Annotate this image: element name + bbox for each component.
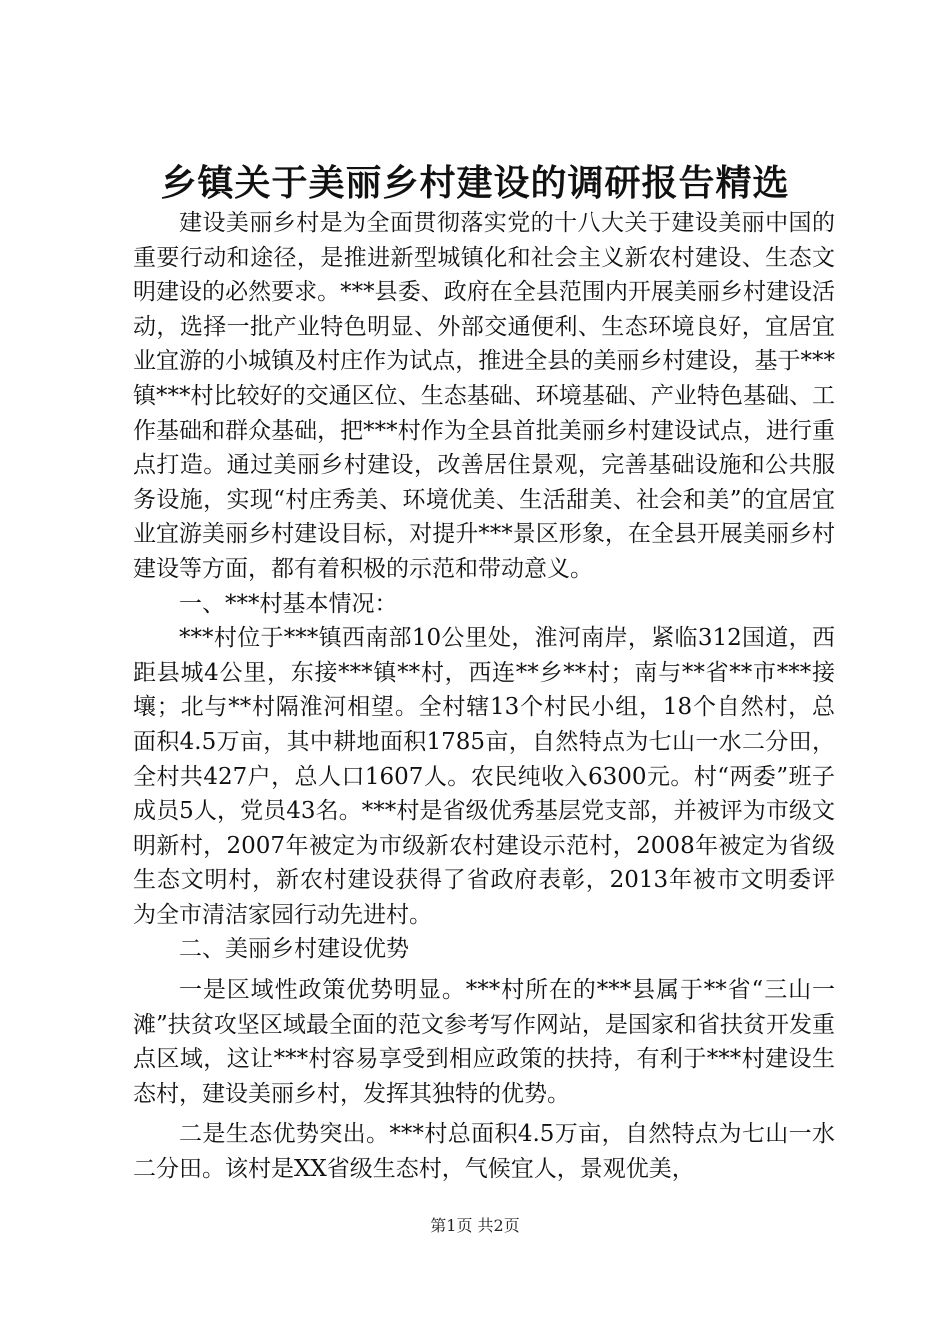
- section-heading-basic-info: 一、***村基本情况：: [179, 590, 398, 617]
- paragraph-basic-info: ***村位于***镇西南部10公里处，淮河南岸，紧临312国道，西距县城4公里，东接***镇**村，西连**乡**村；南与**省**市***接壤；北与**村隔淮河相望。全村辖13个村民小组，18个自然村，总面积4.5万亩，其中耕地面积1785亩，自然特点为七山一水二分田，全村共427户，总人口1607人。农民纯收入6300元。村“两委”班子成员5人，党员43名。***村是省级优秀基层党支部，并被评为市级文明新村，2007年被定为市级新农村建设示范村，2008年被定为省级生态文明村，新农村建设获得了省政府表彰，2013年被市文明委评为全市清洁家园行动先进村。: [133, 625, 835, 928]
- document-body: [133, 206, 835, 1187]
- paragraph-policy-advantage: 一是区域性政策优势明显。***村所在的***县属于**省“三山一滩”扶贫攻坚区域最全面的范文参考写作网站，是国家和省扶贫开发重点区域，这让***村容易享受到相应政策的扶持，有利于***村建设生态村，建设美丽乡村，发挥其独特的优势。: [133, 977, 835, 1107]
- page-number: 第1页 共2页: [430, 1216, 520, 1235]
- document-title: 乡镇关于美丽乡村建设的调研报告精选: [160, 162, 790, 204]
- section-heading-advantages: 二、美丽乡村建设优势: [179, 936, 409, 963]
- paragraph-ecology-advantage: 二是生态优势突出。***村总面积4.5万亩，自然特点为七山一水二分田。该村是XX省级生态村，气候宜人，景观优美，: [133, 1121, 835, 1183]
- paragraph-intro: 建设美丽乡村是为全面贯彻落实党的十八大关于建设美丽中国的重要行动和途径，是推进新型城镇化和社会主义新农村建设、生态文明建设的必然要求。***县委、政府在全县范围内开展美丽乡村建设活动，选择一批产业特色明显、外部交通便利、生态环境良好，宜居宜业宜游的小城镇及村庄作为试点，推进全县的美丽乡村建设，基于***镇***村比较好的交通区位、生态基础、环境基础、产业特色基础、工作基础和群众基础，把***村作为全县首批美丽乡村建设试点，进行重点打造。通过美丽乡村建设，改善居住景观，完善基础设施和公共服务设施，实现“村庄秀美、环境优美、生活甜美、社会和美”的宜居宜业宜游美丽乡村建设目标，对提升***景区形象，在全县开展美丽乡村建设等方面，都有着积极的示范和带动意义。: [133, 210, 835, 582]
